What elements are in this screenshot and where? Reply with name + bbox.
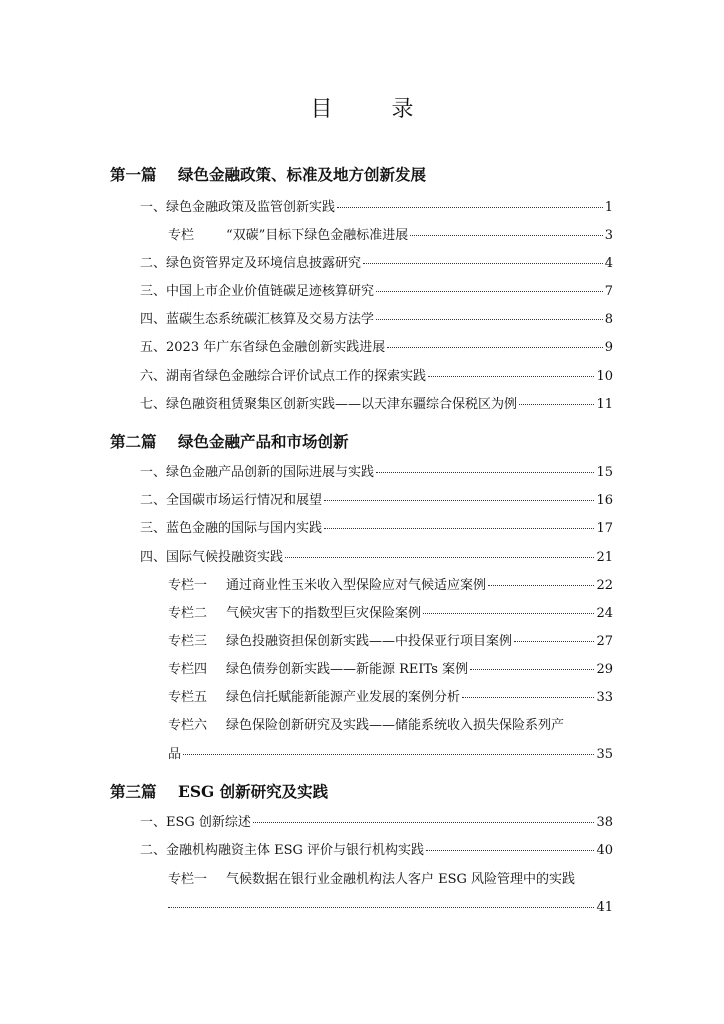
toc-sidebar-entry[interactable]: 专栏 “双碳”目标下绿色金融标准进展 3 <box>168 228 613 243</box>
page-title: 目 录 <box>310 97 440 122</box>
toc-entry[interactable]: 七、绿色融资租赁聚集区创新实践——以天津东疆综合保税区为例 11 <box>140 397 613 412</box>
toc-sidebar-entry[interactable]: 专栏一 通过商业性玉米收入型保险应对气候适应案例 22 <box>168 578 613 593</box>
toc-entry[interactable]: 二、金融机构融资主体 ESG 评价与银行机构实践 40 <box>140 843 613 858</box>
part-name: 绿色金融产品和市场创新 <box>178 432 349 451</box>
toc-sidebar-entry[interactable]: 专栏二 气候灾害下的指数型巨灾保险案例 24 <box>168 606 613 621</box>
part-heading <box>110 430 349 452</box>
toc-sidebar-entry[interactable]: 专栏四 绿色债券创新实践——新能源 REITs 案例 29 <box>168 662 613 677</box>
toc-sidebar-entry[interactable]: 专栏五 绿色信托赋能新能源产业发展的案例分析 33 <box>168 690 613 705</box>
toc-entry[interactable]: 二、全国碳市场运行情况和展望 16 <box>140 493 613 508</box>
toc-entry[interactable]: 二、绿色资管界定及环境信息披露研究 4 <box>140 256 613 271</box>
toc-entry[interactable]: 三、蓝色金融的国际与国内实践 17 <box>140 521 613 536</box>
toc-sidebar-entry-line1[interactable]: 专栏六 绿色保险创新研究及实践——储能系统收入损失保险系列产 <box>168 718 565 733</box>
part-number: 第三篇 <box>110 782 157 801</box>
part-heading <box>110 780 328 802</box>
toc-entry[interactable]: 一、绿色金融产品创新的国际进展与实践 15 <box>140 465 613 480</box>
toc-entry[interactable]: 四、国际气候投融资实践 21 <box>140 550 613 565</box>
toc-entry[interactable]: 一、ESG 创新综述 38 <box>140 815 613 830</box>
toc-sidebar-entry-line1[interactable]: 专栏一 气候数据在银行业金融机构法人客户 ESG 风险管理中的实践 <box>168 872 576 887</box>
toc-sidebar-entry[interactable]: 专栏三 绿色投融资担保创新实践——中投保亚行项目案例 27 <box>168 634 613 649</box>
part-number: 第二篇 <box>110 432 157 451</box>
part-name: 绿色金融政策、标准及地方创新发展 <box>178 165 427 184</box>
toc-entry[interactable]: 一、绿色金融政策及监管创新实践 1 <box>140 200 613 215</box>
part-number: 第一篇 <box>110 165 157 184</box>
toc-sidebar-entry-line2[interactable]: 41 <box>168 900 613 916</box>
part-name: ESG 创新研究及实践 <box>178 782 329 801</box>
part-heading <box>110 163 426 185</box>
toc-entry[interactable]: 六、湖南省绿色金融综合评价试点工作的探索实践 10 <box>140 369 613 384</box>
toc-entry[interactable]: 五、2023 年广东省绿色金融创新实践进展 9 <box>140 340 613 355</box>
toc-entry[interactable]: 四、蓝碳生态系统碳汇核算及交易方法学 8 <box>140 312 613 327</box>
toc-sidebar-entry-line2[interactable]: 品 35 <box>168 747 613 762</box>
toc-entry[interactable]: 三、中国上市企业价值链碳足迹核算研究 7 <box>140 284 613 299</box>
